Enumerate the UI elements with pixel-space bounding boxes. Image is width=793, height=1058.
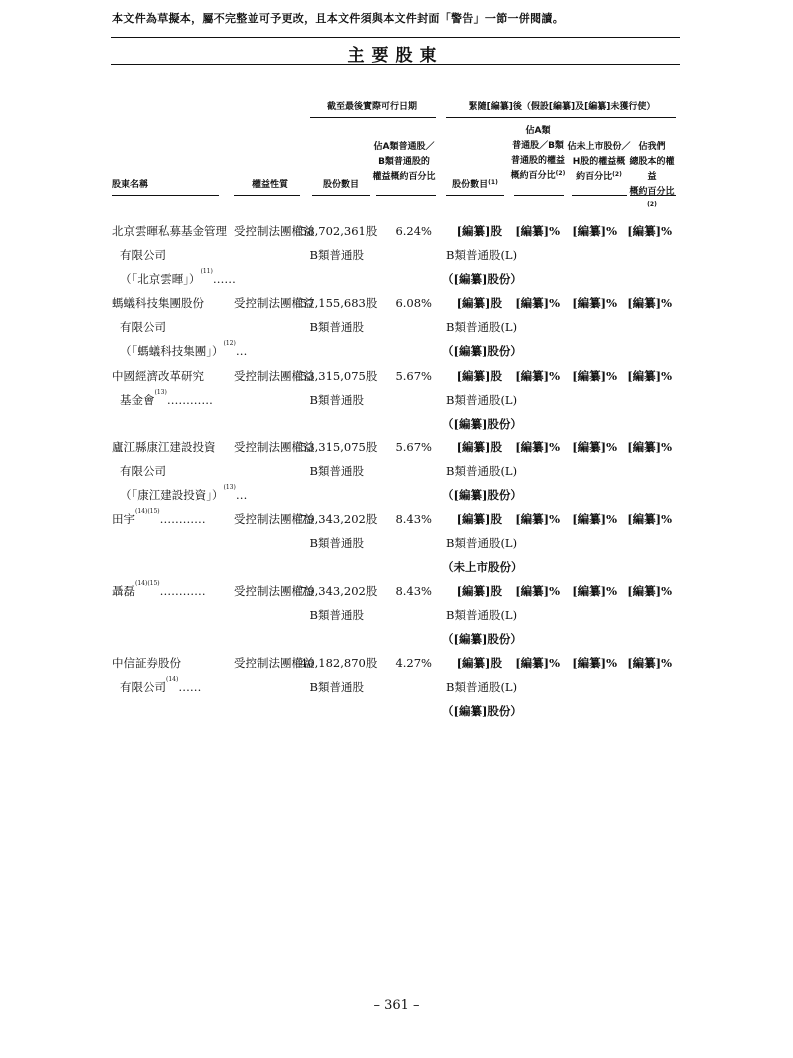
nature-of-interest: 受控制法團權益: [234, 584, 315, 598]
share-type-after: （未上市股份）: [442, 560, 523, 574]
shareholder-name-text: （「康江建設投資」）: [120, 488, 224, 502]
shareholder-name-line: [112, 651, 181, 675]
pct-before: 4.27%: [395, 656, 432, 670]
nature-of-interest: 受控制法團權益: [234, 512, 315, 526]
pct-class-a: [編纂]%: [515, 440, 560, 454]
shareholder-name-line: [112, 507, 206, 531]
header-pct-before: 佔A類普通股／ B類普通股的 權益概約百分比: [372, 142, 436, 182]
shareholder-name-text: 螞蟻科技集團股份: [112, 296, 204, 310]
share-class-after: B類普通股(L): [446, 320, 518, 334]
pct-class-a: [編纂]%: [515, 224, 560, 238]
share-type-after: （[編纂]股份）: [442, 272, 522, 286]
note-reference: (12): [223, 340, 236, 347]
shareholder-name-text: 田宇: [112, 512, 135, 526]
share-class-before: B類普通股: [309, 536, 364, 550]
header-rule-name: [112, 195, 219, 196]
note-reference: (14)(15): [135, 508, 160, 515]
share-class-before: B類普通股: [309, 680, 364, 694]
shareholder-name-text: 中信証券股份: [112, 656, 181, 670]
nature-of-interest: 受控制法團權益: [234, 296, 315, 310]
pct-before: 8.43%: [395, 512, 432, 526]
pct-unlisted-h: [編纂]%: [572, 296, 617, 310]
shares-before: 79,343,202股: [300, 512, 378, 526]
header-group-after: 緊隨[編纂]後（假設[編纂]及[編纂]未獲行使）: [468, 102, 656, 112]
pct-before: 5.67%: [395, 440, 432, 454]
pct-unlisted-h: [編纂]%: [572, 369, 617, 383]
note-reference: (11): [200, 268, 213, 275]
share-class-after: B類普通股(L): [446, 680, 518, 694]
shares-after: [編纂]股: [456, 584, 502, 598]
header-shares-before: 股份數目: [322, 180, 359, 190]
share-class-before: B類普通股: [309, 248, 364, 262]
pct-unlisted-h: [編纂]%: [572, 512, 617, 526]
note-reference: (13): [154, 389, 167, 396]
share-class-before: B類普通股: [309, 320, 364, 334]
pct-unlisted-h: [編纂]%: [572, 224, 617, 238]
shareholder-name-text: 有限公司: [120, 680, 166, 694]
share-class-before: B類普通股: [309, 464, 364, 478]
share-type-after: （[編纂]股份）: [442, 704, 522, 718]
header-rule-shares-before: [312, 195, 370, 196]
pct-unlisted-h: [編纂]%: [572, 440, 617, 454]
shares-after: [編纂]股: [456, 656, 502, 670]
pct-unlisted-h: [編纂]%: [572, 584, 617, 598]
header-nature: 權益性質: [251, 180, 288, 190]
shareholder-name-text: 有限公司: [120, 320, 166, 334]
shares-before: 40,182,870股: [300, 656, 378, 670]
header-shares-after: 股份數目$^{(1)}$: [452, 179, 498, 190]
shareholder-name-line: [120, 388, 213, 412]
shareholder-name-text: 基金會: [120, 393, 155, 407]
header-group-after-rule: [446, 117, 676, 118]
shares-before: 79,343,202股: [300, 584, 378, 598]
leader-dots: …………: [159, 512, 206, 526]
shareholder-name-line: [120, 315, 166, 339]
pct-total: [編纂]%: [627, 224, 672, 238]
header-rule-nature: [234, 195, 300, 196]
share-type-after: （[編纂]股份）: [442, 488, 522, 502]
shareholder-name-line: [112, 579, 206, 603]
header-rule-shares-after: [446, 195, 504, 196]
leader-dots: …………: [159, 584, 206, 598]
shares-before: 53,315,075股: [300, 369, 378, 383]
pct-total: [編纂]%: [627, 296, 672, 310]
share-class-before: B類普通股: [309, 393, 364, 407]
shareholder-name-line: [112, 435, 216, 459]
share-type-after: （[編纂]股份）: [442, 417, 522, 431]
header-pct-class-a: 佔A類 普通股／B類 普通股的權益 概約百分比$^{(2)}$: [510, 126, 566, 181]
shareholder-name-text: 有限公司: [120, 464, 166, 478]
shareholder-name-line: [120, 339, 247, 363]
shareholder-name-text: 中國經濟改革研究: [112, 369, 204, 383]
pct-before: 8.43%: [395, 584, 432, 598]
shareholder-name-text: 廬江縣康江建設投資: [112, 440, 216, 454]
note-reference: (14): [166, 676, 179, 683]
pct-before: 5.67%: [395, 369, 432, 383]
shareholder-name-line: [120, 267, 236, 291]
shareholder-name-text: 聶磊: [112, 584, 135, 598]
section-title: 主要股東: [347, 46, 444, 66]
header-pct-total-share-capital: 佔我們 總股本的權益 概約百分比$^{(2)}$: [629, 142, 675, 208]
header-rule-pct-before: [376, 195, 436, 196]
pct-unlisted-h: [編纂]%: [572, 656, 617, 670]
pct-total: [編纂]%: [627, 512, 672, 526]
leader-dots: ……: [212, 272, 236, 286]
pct-total: [編纂]%: [627, 656, 672, 670]
share-class-after: B類普通股(L): [446, 608, 518, 622]
shares-after: [編纂]股: [456, 296, 502, 310]
header-group-as-of: 截至最後實際可行日期: [326, 102, 417, 112]
pct-before: 6.08%: [395, 296, 432, 310]
shares-after: [編纂]股: [456, 224, 502, 238]
pct-class-a: [編纂]%: [515, 296, 560, 310]
title-underline: [111, 64, 680, 65]
top-rule: [111, 37, 680, 38]
shareholder-name-text: 有限公司: [120, 248, 166, 262]
header-shareholder-name: 股東名稱: [112, 180, 149, 190]
share-class-after: B類普通股(L): [446, 464, 518, 478]
share-class-after: B類普通股(L): [446, 536, 518, 550]
shares-before: 53,315,075股: [300, 440, 378, 454]
pct-total: [編纂]%: [627, 584, 672, 598]
pct-class-a: [編纂]%: [515, 656, 560, 670]
shares-after: [編纂]股: [456, 369, 502, 383]
share-class-before: B類普通股: [309, 608, 364, 622]
nature-of-interest: 受控制法團權益: [234, 656, 315, 670]
nature-of-interest: 受控制法團權益: [234, 224, 315, 238]
note-reference: (13): [223, 484, 236, 491]
leader-dots: ……: [178, 680, 202, 694]
header-rule-pct-total: [630, 195, 676, 196]
header-pct-unlisted-h: 佔未上市股份／ H股的權益概 約百分比$^{(2)}$: [567, 142, 631, 182]
shares-before: 57,155,683股: [300, 296, 378, 310]
note-reference: (14)(15): [135, 580, 160, 587]
shareholder-name-line: [112, 291, 204, 315]
leader-dots: …………: [166, 393, 213, 407]
nature-of-interest: 受控制法團權益: [234, 369, 315, 383]
shareholder-name-line: [112, 219, 227, 243]
shareholder-name-text: （「北京雲暉」）: [120, 272, 201, 286]
shareholder-name-line: [120, 675, 201, 699]
header-group-as-of-rule: [310, 117, 436, 118]
leader-dots: …: [235, 344, 248, 358]
share-type-after: （[編纂]股份）: [442, 344, 522, 358]
header-rule-pct-unlisted-h: [572, 195, 627, 196]
shares-after: [編纂]股: [456, 512, 502, 526]
header-rule-pct-class-a: [514, 195, 564, 196]
share-type-after: （[編纂]股份）: [442, 632, 522, 646]
pct-class-a: [編纂]%: [515, 584, 560, 598]
page-number: – 361 –: [373, 998, 420, 1013]
shareholder-name-text: （「螞蟻科技集團」）: [120, 344, 224, 358]
nature-of-interest: 受控制法團權益: [234, 440, 315, 454]
pct-total: [編纂]%: [627, 440, 672, 454]
shareholder-name-text: 北京雲暉私募基金管理: [112, 224, 227, 238]
pct-total: [編纂]%: [627, 369, 672, 383]
shares-after: [編纂]股: [456, 440, 502, 454]
shares-before: 58,702,361股: [300, 224, 378, 238]
share-class-after: B類普通股(L): [446, 393, 518, 407]
shareholder-name-line: [120, 459, 166, 483]
draft-disclaimer: 本文件為草擬本，屬不完整並可予更改，且本文件須與本文件封面「警告」一節一併閱讀。: [112, 12, 564, 25]
shareholder-name-line: [120, 483, 247, 507]
leader-dots: …: [235, 488, 248, 502]
pct-class-a: [編纂]%: [515, 512, 560, 526]
shareholder-name-line: [112, 364, 204, 388]
shareholder-name-line: [120, 243, 166, 267]
share-class-after: B類普通股(L): [446, 248, 518, 262]
pct-before: 6.24%: [395, 224, 432, 238]
pct-class-a: [編纂]%: [515, 369, 560, 383]
